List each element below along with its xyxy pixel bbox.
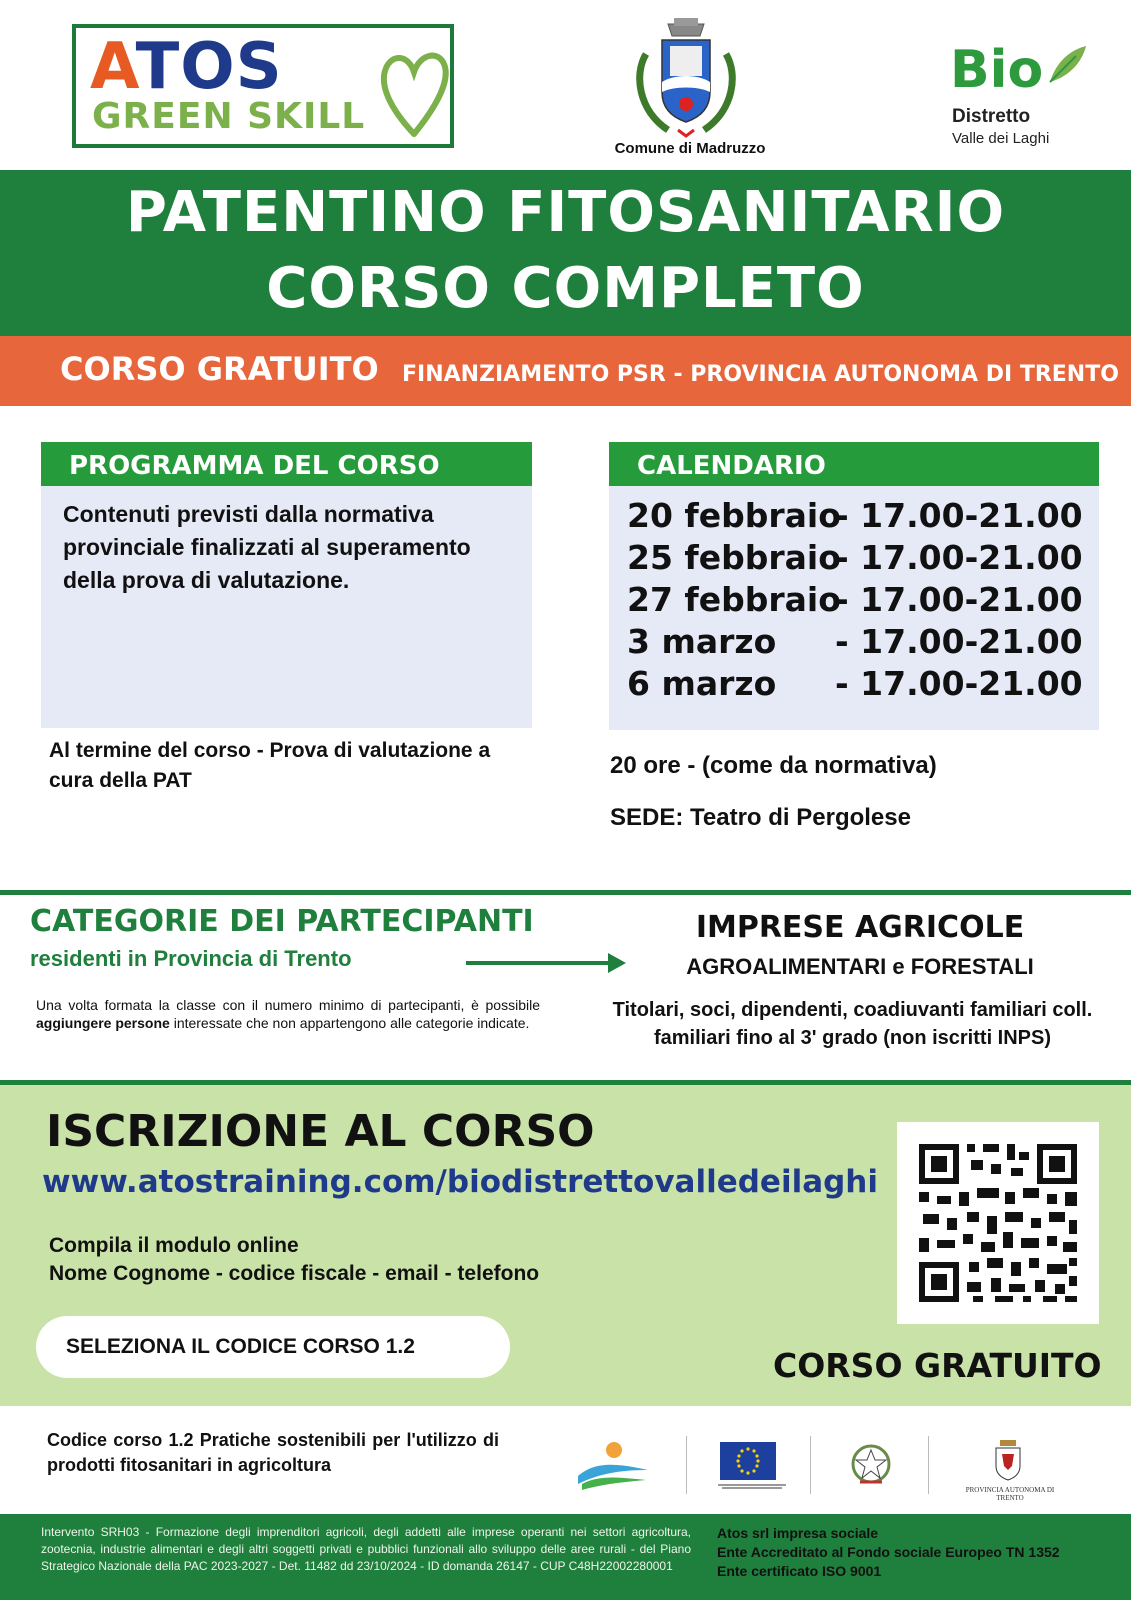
form-instruction: Compila il modulo online	[49, 1234, 299, 1257]
registration-link[interactable]: www.atostraining.com/biodistrettovalledeilaghi	[42, 1164, 879, 1200]
imprese-subtitle: AGROALIMENTARI e FORESTALI	[686, 954, 1034, 979]
calendar-row	[627, 496, 1083, 538]
footer-org-line: Atos srl impresa sociale	[717, 1525, 879, 1541]
iscrizione-title: ISCRIZIONE AL CORSO	[46, 1106, 595, 1157]
comune-caption: Comune di Madruzzo	[614, 140, 766, 157]
logo-divider	[928, 1436, 929, 1494]
session-date: 3 marzo	[627, 622, 777, 661]
bio-wordmark: Bio	[950, 40, 1044, 100]
green-skill-wordmark: GREEN SKILL	[92, 96, 366, 137]
session-time: - 17.00-21.00	[835, 538, 1083, 577]
course-hours: 20 ore - (come da normativa)	[610, 752, 937, 779]
psr-logo-icon	[576, 1440, 650, 1492]
imprese-description: Titolari, soci, dipendenti, coadiuvanti familiari coll. familiari fino al 3' grado (non iscritti INPS)	[612, 999, 1093, 1049]
atos-wordmark: ATOS	[90, 30, 283, 104]
bio-valle-label: Valle dei Laghi	[952, 130, 1050, 147]
session-date: 25 febbraio	[627, 538, 841, 577]
leaf-icon	[1046, 42, 1090, 86]
title-line-2: CORSO COMPLETO	[266, 256, 865, 321]
free-course-footer-label: CORSO GRATUITO	[773, 1346, 1102, 1385]
funding-label: FINANZIAMENTO PSR - PROVINCIA AUTONOMA DI TRENTO	[402, 362, 1119, 387]
biodistretto-logo	[950, 40, 1090, 150]
section-divider	[0, 890, 1131, 895]
calendar-row	[627, 664, 1083, 706]
calendar-row	[627, 538, 1083, 580]
calendario-panel	[609, 442, 1099, 730]
title-line-1: PATENTINO FITOSANITARIO	[125, 180, 1006, 245]
programma-heading: PROGRAMMA DEL CORSO	[41, 442, 532, 486]
qr-code-icon[interactable]	[897, 1122, 1099, 1324]
session-date: 27 febbraio	[627, 580, 841, 619]
funding-banner	[0, 336, 1131, 406]
footer	[0, 1514, 1131, 1600]
categorie-title: CATEGORIE DEI PARTECIPANTI	[30, 904, 534, 939]
categorie-subtitle: residenti in Provincia di Trento	[30, 946, 352, 971]
programma-text: Contenuti previsti dalla normativa provinciale finalizzati al superamento della prova di valutazione.	[63, 501, 471, 593]
pat-caption: PROVINCIA AUTONOMA DI TRENTO	[965, 1486, 1055, 1502]
bio-distretto-label: Distretto	[952, 106, 1031, 127]
footer-org-line: Ente Accreditato al Fondo sociale Europeo TN 1352	[717, 1544, 1060, 1560]
italian-emblem-icon	[846, 1440, 896, 1492]
session-time: - 17.00-21.00	[835, 664, 1083, 703]
session-time: - 17.00-21.00	[835, 622, 1083, 661]
calendario-heading: CALENDARIO	[609, 442, 1099, 486]
free-course-label: CORSO GRATUITO	[60, 350, 379, 388]
imprese-title: IMPRESE AGRICOLE	[695, 910, 1025, 945]
course-venue: SEDE: Teatro di Pergolese	[610, 804, 911, 831]
atos-green-skill-logo	[72, 24, 454, 148]
course-code-pill: SELEZIONA IL CODICE CORSO 1.2	[36, 1316, 510, 1378]
note-bold-text: aggiungere persone	[36, 1015, 170, 1031]
session-time: - 17.00-21.00	[835, 580, 1083, 619]
eu-flag-icon	[720, 1442, 776, 1480]
session-date: 20 febbraio	[627, 496, 841, 535]
calendar-row	[627, 622, 1083, 664]
valutazione-note: Al termine del corso - Prova di valutazione a cura della PAT	[49, 739, 491, 792]
footer-legal-text: Intervento SRH03 - Formazione degli imprenditori agricoli, degli addetti alle imprese operanti nei settori agricoltura, zootecnia, industrie alimentari e degli altri soggetti privati e pubblici funzionali allo sviluppo delle aree rurali - del Piano Strategico Nazionale della PAC 2023-2027 - Det. 11482 dd 23/10/2024 - ID domanda 26147 - CUP C48H22002280001	[41, 1525, 691, 1573]
eu-caption-lines	[712, 1483, 792, 1490]
form-fields-note: Nome Cognome - codice fiscale - email - telefono	[49, 1262, 540, 1285]
title-band	[0, 170, 1131, 336]
logo-divider	[810, 1436, 811, 1494]
categorie-note	[36, 996, 540, 1032]
footer-org-info	[717, 1524, 1060, 1581]
comune-crest-icon	[628, 14, 744, 142]
session-time: - 17.00-21.00	[835, 496, 1083, 535]
footer-org-line: Ente certificato ISO 9001	[717, 1563, 882, 1579]
heart-icon	[376, 42, 452, 142]
pat-crest-icon	[992, 1438, 1024, 1482]
course-code-description: Codice corso 1.2 Pratiche sostenibili per l'utilizzo di prodotti fitosanitari in agricoltura	[47, 1430, 499, 1475]
calendar-row	[627, 580, 1083, 622]
note-text: interessate che non appartengono alle categorie indicate.	[169, 1015, 530, 1031]
logo-divider	[686, 1436, 687, 1494]
session-date: 6 marzo	[627, 664, 777, 703]
calendar-list	[627, 496, 1083, 706]
programma-panel	[41, 442, 532, 728]
note-text: Una volta formata la classe con il numero minimo di partecipanti, è possibile	[36, 997, 540, 1013]
